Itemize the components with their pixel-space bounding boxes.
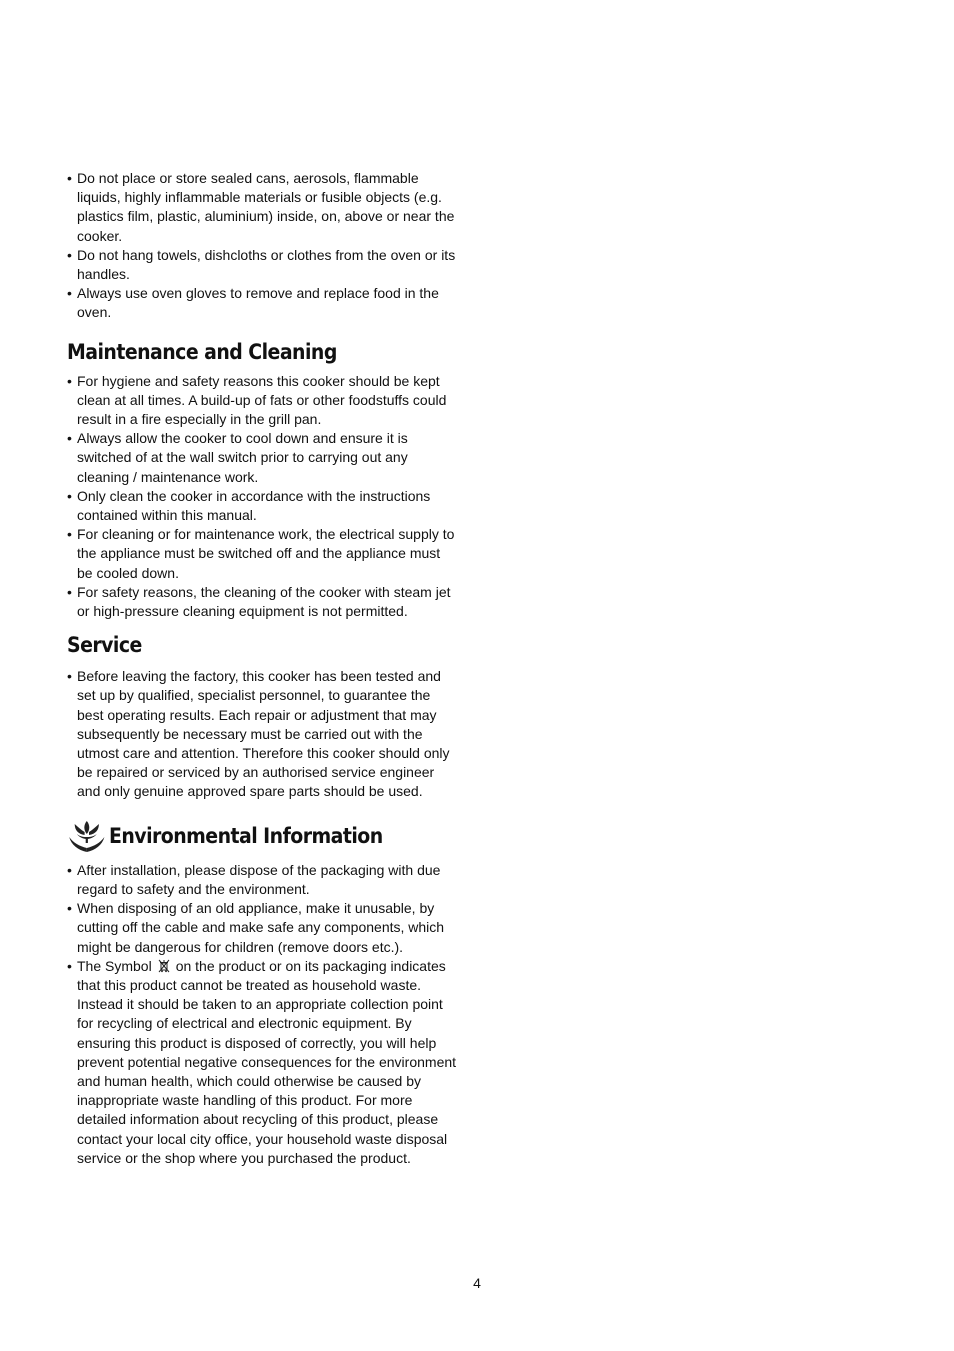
service-list	[67, 667, 459, 801]
list-item: • Do not hang towels, dishcloths or clothes from the oven or its handles.	[67, 246, 459, 284]
maintenance-list	[67, 372, 459, 622]
list-item: • Always allow the cooker to cool down and ensure it is switched of at the wall switch prior to carrying out any cleaning / maintenance work.	[67, 429, 459, 487]
symbol-text-after: on the product or on its packaging indicates that this product cannot be treated as household waste. Instead it should be taken to an appropriate collection point for recycling of electrical and electronic equipment. By ensuring this product is disposed of correctly, you will help prevent potential negative consequences for the environment and human health, which could otherwise be caused by inappropriate waste handling of this product. For more detailed information about recycling of this product, please contact your local city office, your household waste disposal service or the shop where you purchased the product.	[77, 957, 457, 1166]
list-item: • Before leaving the factory, this cooker has been tested and set up by qualified, specialist personnel, to guarantee the best operating results. Each repair or adjustment that may subsequently be necessary must be carried out with the utmost care and attention. Therefore this cooker should only be repaired or serviced by an authorised service engineer and only genuine approved spare parts should be used.	[67, 667, 459, 801]
environment-heading-row	[67, 819, 459, 853]
crossed-bin-icon	[158, 959, 170, 973]
list-item-symbol	[67, 957, 459, 1168]
list-item: • For safety reasons, the cleaning of the cooker with steam jet or high-pressure cleaning equipment is not permitted.	[67, 583, 459, 621]
flower-icon	[67, 819, 107, 853]
service-heading: Service	[67, 633, 142, 658]
list-item: • When disposing of an old appliance, make it unusable, by cutting off the cable and make safe any components, which might be dangerous for children (remove doors etc.).	[67, 899, 459, 957]
maintenance-heading: Maintenance and Cleaning	[67, 339, 337, 364]
list-item: • After installation, please dispose of the packaging with due regard to safety and the environment.	[67, 861, 459, 899]
intro-list	[67, 169, 459, 323]
list-item: • For hygiene and safety reasons this cooker should be kept clean at all times. A build-up of fats or other foodstuffs could result in a fire especially in the grill pan.	[67, 372, 459, 430]
list-item: • Only clean the cooker in accordance with the instructions contained within this manual.	[67, 487, 459, 525]
environment-list	[67, 861, 459, 1168]
environment-heading: Environmental Information	[109, 823, 383, 848]
list-item: • For cleaning or for maintenance work, the electrical supply to the appliance must be switched off and the appliance must be cooled down.	[67, 525, 459, 583]
symbol-text-before: The Symbol	[77, 957, 152, 974]
list-item: • Always use oven gloves to remove and replace food in the oven.	[67, 284, 459, 322]
content-column	[67, 169, 459, 1168]
list-item: • Do not place or store sealed cans, aerosols, flammable liquids, highly inflammable materials or fusible objects (e.g. plastics film, plastic, aluminium) inside, on, above or near the cooker.	[67, 169, 459, 246]
page-number: 4	[473, 1275, 481, 1291]
